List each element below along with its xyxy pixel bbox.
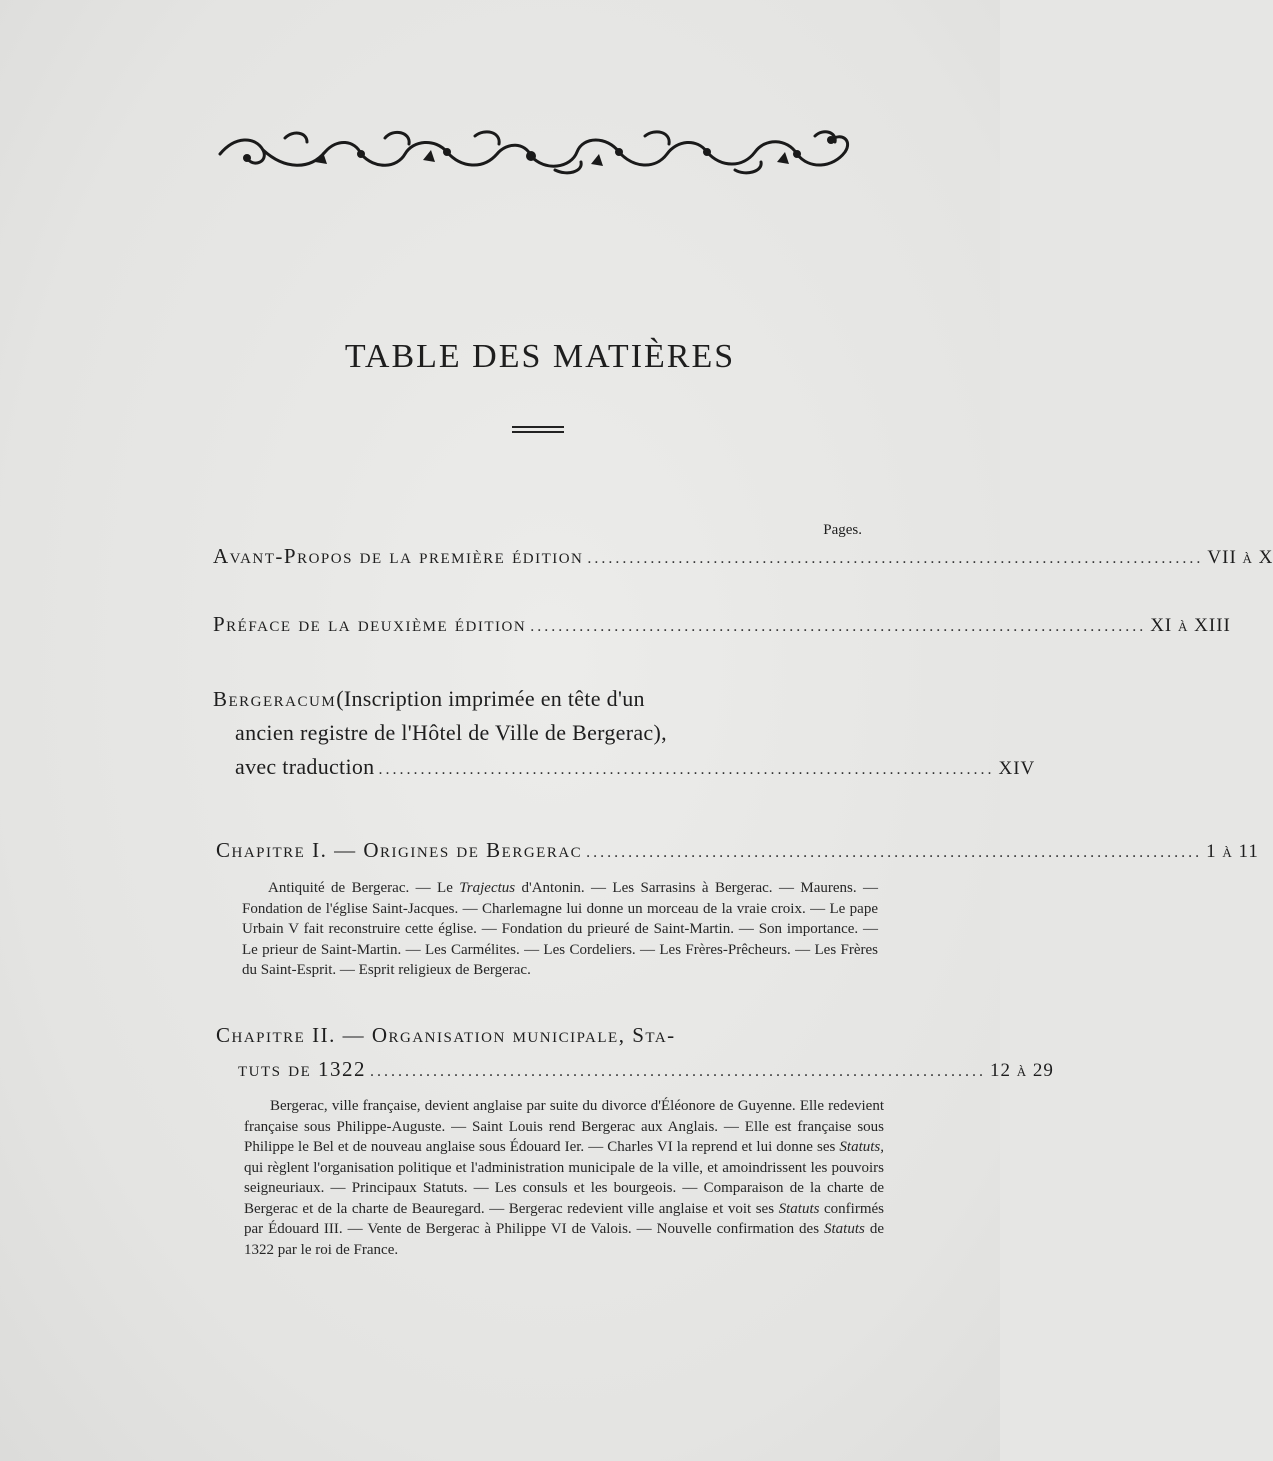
pages-column-header: Pages. [823, 522, 862, 538]
summary-italic: Statuts, [839, 1139, 884, 1155]
chapter-pages: 12 à 29 [990, 1060, 1054, 1081]
toc-entry-pages: XI à XIII [1150, 615, 1231, 636]
toc-entry-label: Bergeracum [213, 687, 337, 711]
dot-leader: ........................................................................................ [587, 550, 1204, 567]
toc-entry-label: Préface de la deuxième édition [213, 612, 527, 636]
toc-entry-preface [213, 612, 1231, 637]
toc-entry-label: Avant-Propos de la première édition [213, 544, 584, 568]
toc-entry-pages: XIV [998, 758, 1036, 779]
toc-entry-label-continued: (Inscription imprimée en tête d'un [336, 686, 645, 711]
dot-leader: ........................................................................................ [370, 1063, 986, 1080]
page-title: TABLE DES MATIÈRES [344, 338, 736, 375]
summary-italic: Statuts [824, 1221, 865, 1237]
summary-text: confirmés par Édouard III. — Vente de Bergerac à Philippe VI de Valois. — Nouvelle confirmation des [244, 1200, 884, 1237]
dot-leader: ........................................................................................ [586, 844, 1203, 861]
toc-chapter-1-heading [216, 838, 1259, 863]
toc-entry-pages: VII à X [1207, 547, 1273, 568]
summary-italic: Trajectus [459, 880, 516, 896]
dot-leader: ........................................................................................ [378, 761, 995, 778]
toc-entry-bergeracum [213, 682, 1036, 787]
summary-text: d'Antonin. — Les Sarrasins à Bergerac. — Maurens. — Fondation de l'église Saint-Jacques. — Charlemagne lui donne un morceau de la vraie croix. — Le pape Urbain V fait reconstruire cette église. — Fondation du prieuré de Saint-Martin. — Son importance. — Le prieur de Saint-Martin. — Les Carmélites. — Les Cordeliers. — Les Frères-Prêcheurs. — Les Frères du Saint-Esprit. — Esprit religieux de Bergerac. [242, 880, 878, 978]
chapter-1-summary [242, 878, 878, 981]
chapter-2-summary [244, 1096, 884, 1260]
toc-chapter-2-heading [216, 1018, 1054, 1089]
chapter-heading: Chapitre I. — Origines de Bergerac [216, 838, 583, 862]
toc-entry-label-line3: avec traduction [235, 754, 375, 779]
chapter-heading: Chapitre II. — Organisation municipale, Sta- [216, 1023, 676, 1047]
title-rule-divider [512, 426, 564, 436]
dot-leader: ........................................................................................ [530, 618, 1147, 635]
toc-entry-avant-propos [213, 544, 1273, 569]
chapter-heading-line2: tuts de 1322 [238, 1057, 366, 1081]
summary-text: de 1322 par le roi de France. [244, 1221, 884, 1258]
summary-text: qui règlent l'organisation politique et l'administration municipale de la ville, et amoindrissent les pouvoirs seigneuriaux. — Principaux Statuts. — Les consuls et les bourgeois. — Comparaison de la charte de Bergerac et de la charte de Beauregard. — Bergerac redevient ville anglaise et voit ses [244, 1159, 884, 1217]
summary-text: Antiquité de Bergerac. — Le [268, 880, 460, 896]
ornamental-scroll-icon [215, 126, 860, 178]
summary-text: Bergerac, ville française, devient anglaise par suite du divorce d'Éléonore de Guyenne. Elle redevient française sous Philippe-Auguste. — Saint Louis rend Bergerac aux Anglais. — Elle est française sous Philippe le Bel et de nouveau anglaise sous Édouard Ier. — Charles VI la reprend et lui donne ses [244, 1098, 884, 1155]
toc-entry-label-line2: ancien registre de l'Hôtel de Ville de Bergerac), [235, 720, 667, 745]
summary-italic: Statuts [778, 1200, 820, 1217]
chapter-pages: 1 à 11 [1206, 841, 1259, 862]
